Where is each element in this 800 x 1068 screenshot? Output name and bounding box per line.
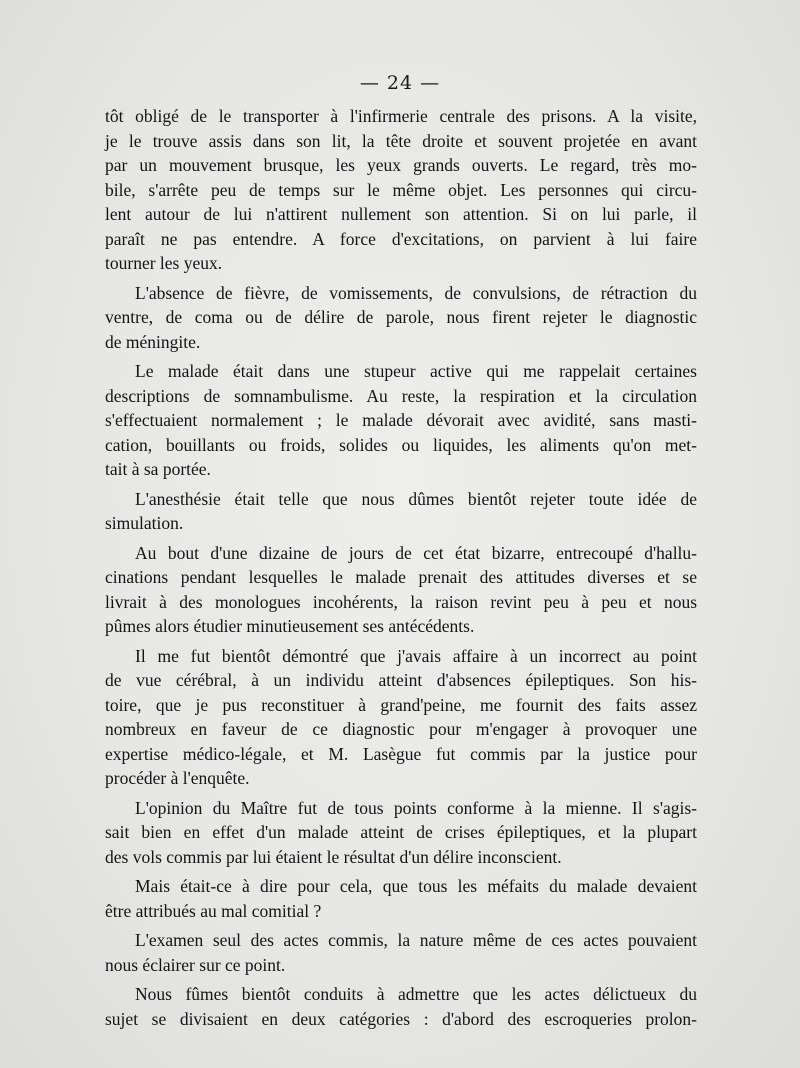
paragraph [105, 359, 697, 482]
text-line: des vols commis par lui étaient le résultat d'un délire inconscient. [105, 846, 562, 867]
text-line: lent autour de lui n'attirent nullement son attention. Si on lui parle, il [105, 204, 697, 224]
text-line: tourner les yeux. [105, 253, 223, 273]
text-line: de méningite. [105, 331, 201, 352]
text-line: je le trouve assis dans son lit, la tête droite et souvent projetée en avant [105, 130, 697, 151]
text-line: Nous fûmes bientôt conduits à admettre que les actes délictueux du [135, 984, 697, 1004]
text-line: L'examen seul des actes commis, la nature même de ces actes pouvaient [135, 930, 697, 950]
text-line: paraît ne pas entendre. A force d'excitations, on parvient à lui faire [105, 228, 697, 249]
text-line: cation, bouillants ou froids, solides ou liquides, les aliments qu'on met- [105, 434, 697, 455]
text-line: toire, que je pus reconstituer à grand'peine, me fournit des faits assez [105, 694, 697, 715]
paragraph [105, 104, 697, 276]
paragraph [105, 644, 697, 791]
text-line: être attribués au mal comitial ? [105, 900, 322, 921]
text-line: livrait à des monologues incohérents, la raison revint peu à peu et nous [105, 591, 697, 612]
text-line: expertise médico-légale, et M. Lasègue fut commis par la justice pour [105, 743, 697, 764]
body-text [105, 104, 697, 1036]
text-line: cinations pendant lesquelles le malade prenait des attitudes diverses et se [105, 567, 697, 587]
text-line: pûmes alors étudier minutieusement ses antécédents. [105, 616, 475, 636]
text-line: Au bout d'une dizaine de jours de cet état bizarre, entrecoupé d'hallu- [135, 542, 697, 563]
text-line: nombreux en faveur de ce diagnostic pour m'engager à provoquer une [105, 719, 697, 739]
text-line: sujet se divisaient en deux catégories : d'abord des escroqueries prolon- [105, 1008, 697, 1029]
paragraph [105, 928, 697, 977]
text-line: procéder à l'enquête. [105, 768, 250, 788]
text-line: Il me fut bientôt démontré que j'avais affaire à un incorrect au point [135, 645, 697, 666]
text-line: simulation. [105, 513, 184, 533]
text-line: de vue cérébral, à un individu atteint d'absences épileptiques. Son his- [105, 670, 697, 690]
paragraph [105, 487, 697, 536]
text-line: L'anesthésie était telle que nous dûmes bientôt rejeter toute idée de [135, 488, 697, 509]
text-line: tait à sa portée. [105, 459, 211, 479]
page-number: — 24 — [359, 72, 441, 94]
text-line: tôt obligé de le transporter à l'infirmerie centrale des prisons. A la visite, [105, 106, 697, 126]
paragraph [105, 874, 697, 923]
text-line: ventre, de coma ou de délire de parole, nous firent rejeter le diagnostic [105, 307, 697, 327]
text-line: bile, s'arrête peu de temps sur le même objet. Les personnes qui circu- [105, 179, 697, 200]
paragraph [105, 541, 697, 639]
text-line: sait bien en effet d'un malade atteint de crises épileptiques, et la plupart [105, 822, 697, 842]
text-line: s'effectuaient normalement ; le malade dévorait avec avidité, sans masti- [105, 410, 697, 430]
text-line: Le malade était dans une stupeur active qui me rappelait certaines [135, 361, 697, 381]
paragraph [105, 281, 697, 355]
text-line: par un mouvement brusque, les yeux grands ouverts. Le regard, très mo- [105, 155, 697, 175]
text-line: nous éclairer sur ce point. [105, 954, 286, 975]
paragraph [105, 796, 697, 870]
text-line: L'absence de fièvre, de vomissements, de convulsions, de rétraction du [135, 282, 697, 303]
text-line: L'opinion du Maître fut de tous points conforme à la mienne. Il s'agis- [135, 797, 697, 818]
paragraph [105, 982, 697, 1031]
text-line: Mais était-ce à dire pour cela, que tous les méfaits du malade devaient [135, 876, 697, 896]
text-line: descriptions de somnambulisme. Au reste, la respiration et la circulation [105, 385, 697, 406]
